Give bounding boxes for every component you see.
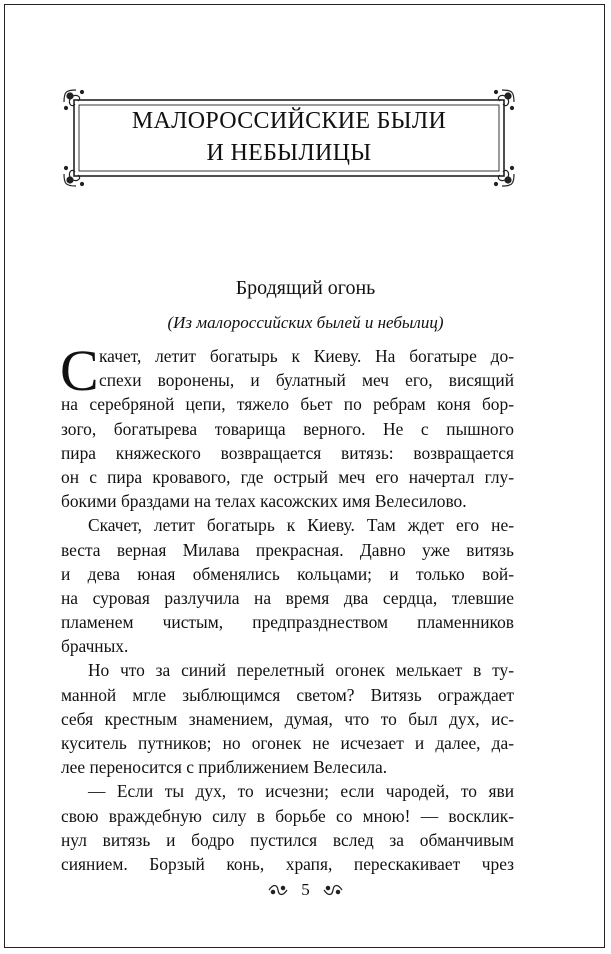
text-line: себя крестным знамением, думая, что то был дух, ис- bbox=[61, 708, 514, 729]
text-line: на серебряной цепи, тяжело бьет по ребрам коня бор- bbox=[61, 394, 514, 415]
chapter-title: Бродящий огонь bbox=[235, 277, 376, 299]
drop-cap: С bbox=[60, 338, 99, 403]
text-line: качет, летит богатырь к Киеву. На богатыре до- bbox=[99, 346, 514, 366]
text-line: Скачет, летит богатырь к Киеву. Там ждет его не- bbox=[88, 515, 514, 536]
book-title-line-1: МАЛОРОССИЙСКИЕ БЫЛИ bbox=[131, 108, 447, 134]
text-line: свою враждебную силу в борьбе со мною! — восклик- bbox=[61, 805, 514, 826]
book-title bbox=[62, 105, 516, 169]
text-line: нул витязь и бодро пустился вслед за обманчивым bbox=[61, 829, 514, 850]
text-line: сиянием. Борзый конь, храпя, перескакивает чрез bbox=[61, 853, 514, 874]
text-line: куситель путников; но огонек не исчезает и далее, да- bbox=[61, 733, 514, 753]
text-line: пира княжеского возвращается витязь: возвращается bbox=[61, 442, 514, 463]
text-line: он с пира кровавого, где острый меч его начертал глу- bbox=[61, 466, 514, 487]
chapter-subtitle: (Из малороссийских былей и небылиц) bbox=[167, 313, 444, 332]
text-line: манной мгле зыблющимся светом? Витязь ограждает bbox=[61, 684, 514, 705]
text-line: и дева юная обменялись кольцами; и только вой- bbox=[61, 563, 514, 584]
text-line: брачных. bbox=[61, 636, 129, 657]
body-text bbox=[60, 338, 514, 876]
text-line: спехи воронены, и булатный меч его, висящий bbox=[99, 370, 514, 391]
text-line: пламенем чистым, предпразднеством пламенников bbox=[61, 612, 514, 633]
title-frame bbox=[62, 88, 516, 188]
book-title-line-2: И НЕБЫЛИЦЫ bbox=[206, 140, 372, 166]
page-footer bbox=[0, 879, 611, 900]
text-line: — Если ты дух, то исчезни; если чародей, то яви bbox=[88, 781, 514, 802]
text-line: на суровая разлучила на время два сердца, тлевшие bbox=[61, 587, 514, 608]
text-line: лее переносится с приближением Велесила. bbox=[61, 757, 388, 778]
text-line: Но что за синий перелетный огонек мелькает в ту- bbox=[88, 660, 514, 681]
page-number: 5 bbox=[301, 880, 310, 900]
right-ornament-icon bbox=[322, 883, 344, 897]
text-line: веста верная Милава прекрасная. Давно уже витязь bbox=[61, 539, 514, 560]
text-line: зого, богатырева товарища верного. Не с пышного bbox=[61, 418, 514, 439]
left-ornament-icon bbox=[267, 883, 289, 897]
text-line: бокими браздами на телах касожских имя Велесилово. bbox=[61, 491, 467, 512]
